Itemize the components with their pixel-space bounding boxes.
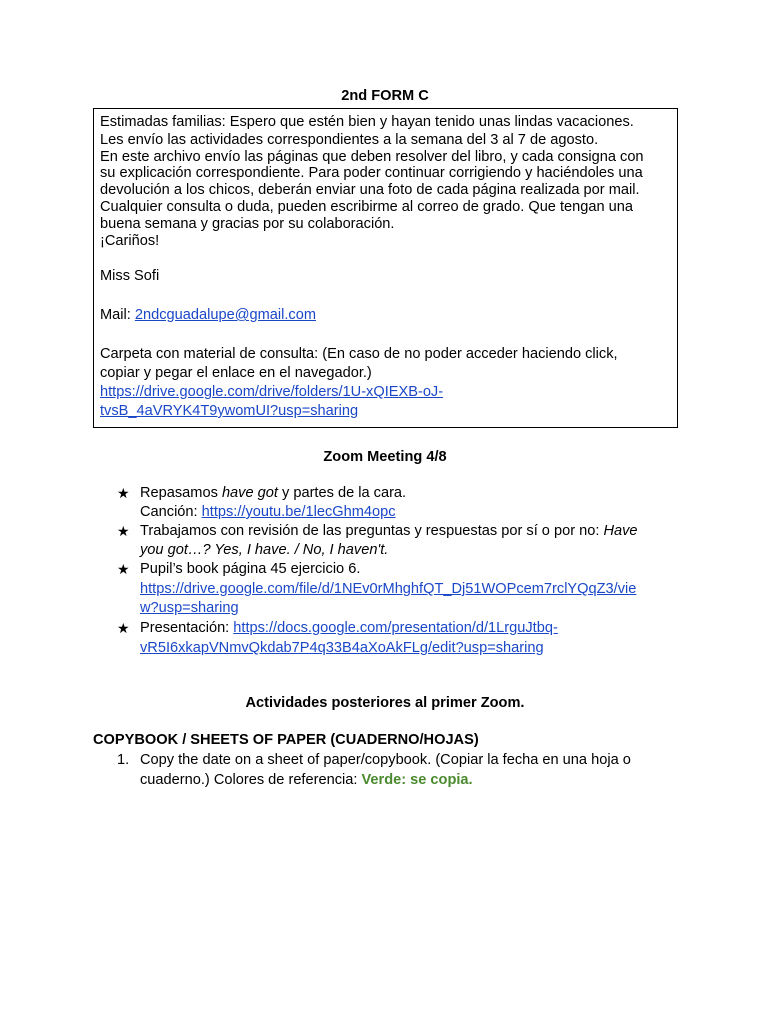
signature: Miss Sofi [100, 268, 160, 284]
song-link[interactable]: https://youtu.be/1lecGhm4opc [201, 504, 396, 520]
folder-text-line: copiar y pegar el enlace en el navegador.) [100, 365, 372, 381]
zoom-item-2: Trabajamos con revisión de las preguntas y respuestas por sí o por no: Have [140, 523, 638, 539]
star-icon: ★ [117, 523, 130, 539]
activity-item-line: cuaderno.) Colores de referencia: Verde: se copia. [140, 772, 473, 788]
pupils-book-link[interactable]: https://drive.google.com/file/d/1NEv0rMhghfQT_Dj51WOPcem7rclYQqZ3/vie [140, 581, 637, 597]
letter-line: devolución a los chicos, deberán enviar una foto de cada página realizada por mail. [100, 182, 640, 198]
star-icon: ★ [117, 620, 130, 636]
letter-line: Les envío las actividades correspondientes a la semana del 3 al 7 de agosto. [100, 132, 599, 148]
letter-line: Estimadas familias: Espero que estén bien y hayan tenido unas lindas vacaciones. [100, 114, 634, 130]
page-title: 2nd FORM C [341, 88, 429, 104]
letter-line: Cualquier consulta o duda, pueden escribirme al correo de grado. Que tengan una [100, 199, 634, 215]
letter-line: En este archivo envío las páginas que deben resolver del libro, y cada consigna con [100, 149, 644, 165]
zoom-item-3: Pupil’s book página 45 ejercicio 6. [140, 561, 361, 577]
green-reference: Verde: se copia. [361, 772, 473, 788]
folder-text-line: Carpeta con material de consulta: (En caso de no poder acceder haciendo click, [100, 346, 618, 362]
activities-title: Actividades posteriores al primer Zoom. [245, 695, 525, 711]
letter-line: su explicación correspondiente. Para poder continuar corrigiendo y haciéndoles una [100, 165, 643, 181]
activity-item-line: Copy the date on a sheet of paper/copybook. (Copiar la fecha en una hoja o [140, 752, 631, 768]
folder-link-continued[interactable]: tvsB_4aVRYK4T9ywomUI?usp=sharing [100, 403, 359, 419]
star-icon: ★ [117, 561, 130, 577]
zoom-item-1: Repasamos have got y partes de la cara. [140, 485, 407, 501]
presentation-label: Presentación: [140, 620, 234, 636]
zoom-item-2-continued: you got…? Yes, I have. / No, I haven't. [140, 542, 389, 558]
zoom-item-4 [140, 619, 558, 637]
presentation-link[interactable]: https://docs.google.com/presentation/d/1LrguJtbq- [233, 620, 558, 636]
mail-label: Mail: [100, 307, 135, 323]
pupils-book-link-continued[interactable]: w?usp=sharing [140, 600, 239, 616]
zoom-title: Zoom Meeting 4/8 [323, 449, 447, 465]
presentation-link-continued[interactable]: vR5I6xkapVNmvQkdab7P4q33B4aXoAkFLg/edit?usp=sharing [140, 640, 544, 656]
zoom-item-1-song [140, 503, 396, 521]
song-label: Canción: [140, 504, 202, 520]
mail-link[interactable]: 2ndcguadalupe@gmail.com [134, 307, 317, 323]
mail-line [100, 306, 316, 324]
folder-link[interactable]: https://drive.google.com/drive/folders/1U-xQIEXB-oJ- [100, 384, 444, 400]
list-number: 1. [117, 752, 130, 768]
section-heading: COPYBOOK / SHEETS OF PAPER (CUADERNO/HOJAS) [93, 732, 479, 748]
letter-line: buena semana y gracias por su colaboración. [100, 216, 395, 232]
star-icon: ★ [117, 485, 130, 501]
letter-line: ¡Cariños! [100, 233, 160, 249]
